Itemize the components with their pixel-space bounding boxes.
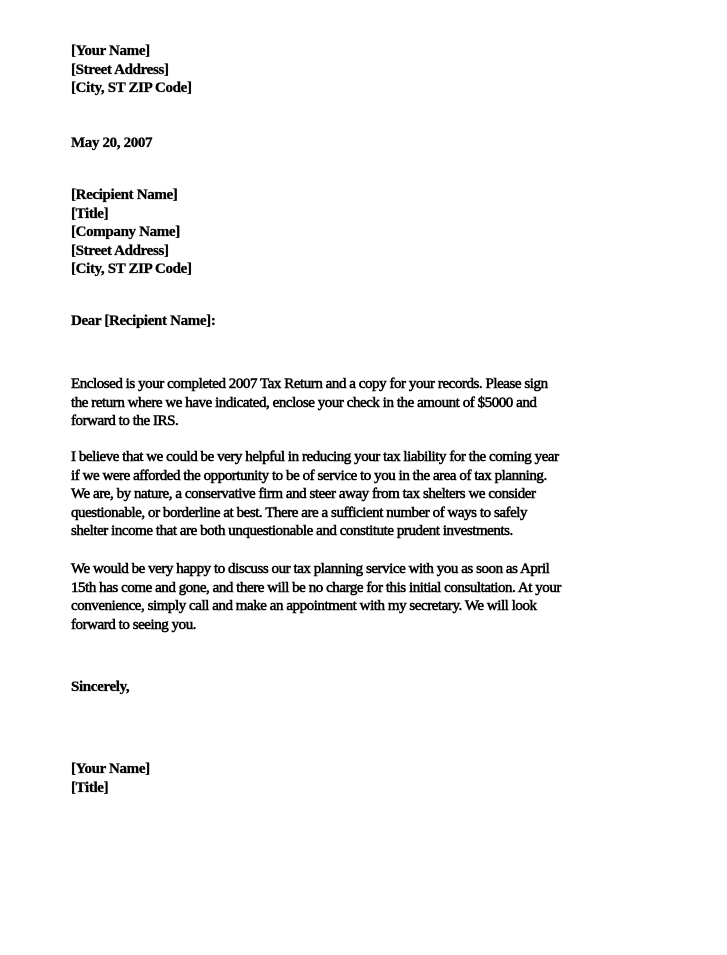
paragraph-line: if we were afforded the opportunity to be of service to you in the area of tax planning. <box>71 467 547 484</box>
signature-title: [Title] <box>71 779 109 796</box>
recipient-street-address: [Street Address] <box>71 242 169 259</box>
sender-city-state-zip: [City, ST ZIP Code] <box>71 80 192 97</box>
recipient-city-state-zip: [City, ST ZIP Code] <box>71 261 192 278</box>
recipient-title: [Title] <box>71 205 109 222</box>
date-block <box>71 134 152 153</box>
body-paragraph-1 <box>71 375 661 431</box>
letter-date: May 20, 2007 <box>71 135 153 151</box>
paragraph-line: Enclosed is your completed 2007 Tax Return and a copy for your records. Please sign <box>71 376 548 392</box>
sender-address-block <box>71 42 192 98</box>
recipient-name: [Recipient Name] <box>71 187 178 203</box>
signature-name: [Your Name] <box>71 761 150 777</box>
salutation-block <box>71 312 215 331</box>
signature-block <box>71 760 150 797</box>
body-paragraph-2 <box>71 448 661 541</box>
paragraph-line: 15th has come and gone, and there will be no charge for this initial consultation. At your <box>71 579 561 596</box>
sender-name: [Your Name] <box>71 43 150 59</box>
paragraph-line: the return where we have indicated, enclose your check in the amount of $5000 and <box>71 394 537 411</box>
paragraph-line: I believe that we could be very helpful in reducing your tax liability for the coming year <box>71 449 559 465</box>
closing-block <box>71 678 129 697</box>
paragraph-line: We are, by nature, a conservative firm and steer away from tax shelters we consider <box>71 486 536 503</box>
paragraph-line: questionable, or borderline at best. There are a sufficient number of ways to safely <box>71 504 528 521</box>
paragraph-line: forward to the IRS. <box>71 413 179 430</box>
recipient-address-block <box>71 186 192 279</box>
paragraph-line: convenience, simply call and make an appointment with my secretary. We will look <box>71 598 537 615</box>
body-paragraph-3 <box>71 560 661 634</box>
paragraph-line: forward to seeing you. <box>71 616 197 633</box>
sender-street-address: [Street Address] <box>71 61 169 78</box>
paragraph-line: shelter income that are both unquestionable and constitute prudent investments. <box>71 523 513 540</box>
paragraph-line: We would be very happy to discuss our tax planning service with you as soon as April <box>71 561 550 577</box>
closing: Sincerely, <box>71 679 130 695</box>
salutation: Dear [Recipient Name]: <box>71 313 216 329</box>
recipient-company: [Company Name] <box>71 224 180 241</box>
